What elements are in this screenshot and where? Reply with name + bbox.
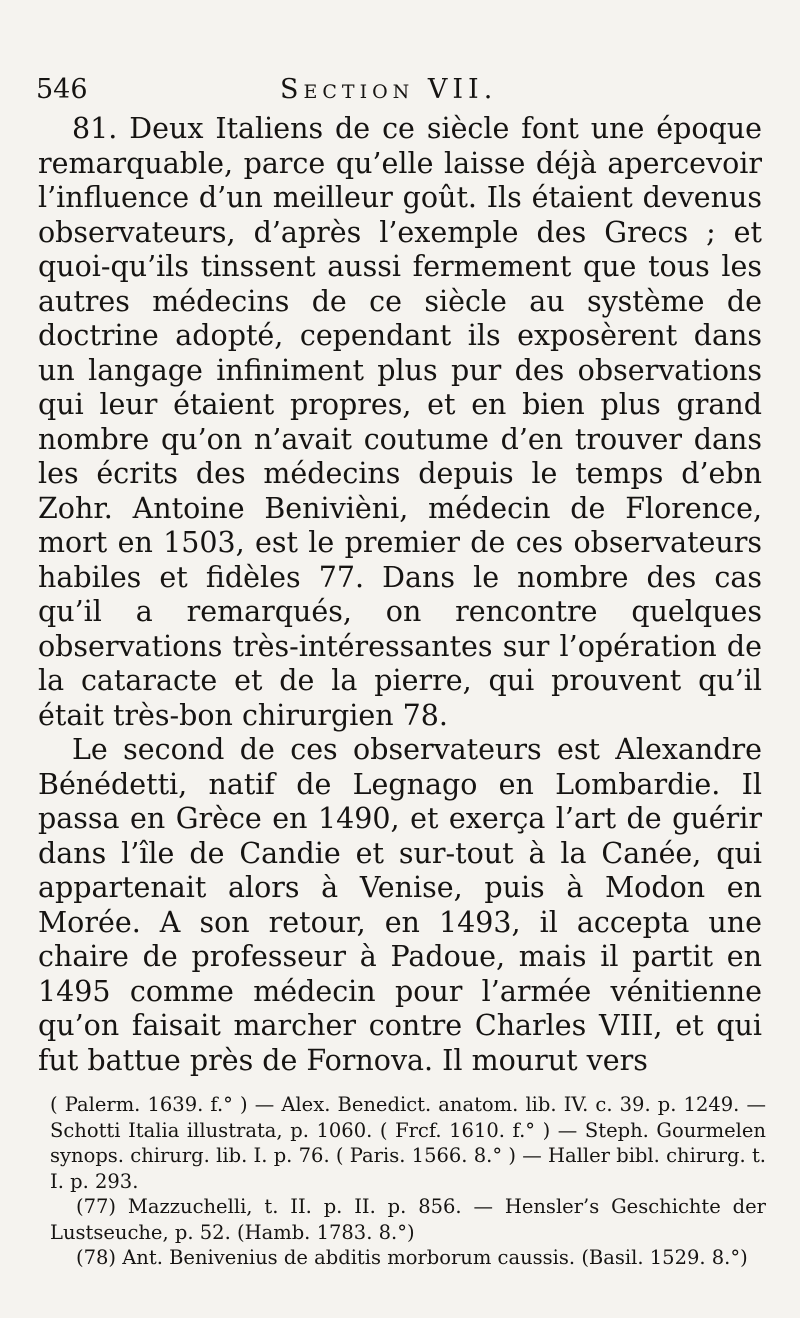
page-number: 546	[36, 74, 88, 105]
running-head	[36, 72, 764, 108]
section-title: Section VII.	[280, 74, 498, 105]
body-text	[38, 112, 762, 1078]
paragraph-benedetti: Le second de ces observateurs est Alexandre Bénédetti, natif de Legnago en Lombardie. Il passa en Grèce en 1490, et exerça l’art de guérir dans l’île de Candie et sur-tout à la Canée, qui appartenait alors à Venise, puis à Modon en Morée. A son retour, en 1493, il accepta une chaire de professeur à Padoue, mais il partit en 1495 comme médecin pour l’armée vénitienne qu’on faisait marcher contre Charles VIII, et qui fut battue près de Fornova. Il mourut vers	[38, 733, 762, 1077]
footnote-78: (78) Ant. Benivenius de abditis morborum caussis. (Basil. 1529. 8.°)	[76, 1246, 748, 1269]
footnote-77: (77) Mazzuchelli, t. II. p. II. p. 856. — Hensler’s Geschichte der Lustseuche, p. 52. (Hamb. 1783. 8.°)	[50, 1195, 766, 1244]
paragraph-81: 81. Deux Italiens de ce siècle font une époque remarquable, parce qu’elle laisse déjà apercevoir l’influence d’un meilleur goût. Ils étaient devenus observateurs, d’après l’exemple des Grecs ; et quoi-qu’ils tinssent aussi fermement que tous les autres médecins de ce siècle au système de doctrine adopté, cependant ils exposèrent dans un langage infiniment plus pur des observations qui leur étaient propres, et en bien plus grand nombre qu’on n’avait coutume d’en trouver dans les écrits des médecins depuis le temps d’ebn Zohr. Antoine Benivièni, médecin de Florence, mort en 1503, est le premier de ces observateurs habiles et fidèles 77. Dans le nombre des cas qu’il a remarqués, on rencontre quelques observations très-intéressantes sur l’opération de la cataracte et de la pierre, qui prouvent qu’il était très-bon chirurgien 78.	[38, 112, 762, 732]
footnotes	[50, 1092, 766, 1271]
footnote-continued: ( Palerm. 1639. f.° ) — Alex. Benedict. anatom. lib. IV. c. 39. p. 1249. — Schotti Italia illustrata, p. 1060. ( Frcf. 1610. f.° ) — Steph. Gourmelen synops. chirurg. lib. I. p. 76. ( Paris. 1566. 8.° ) — Haller bibl. chirurg. t. I. p. 293.	[50, 1093, 766, 1193]
